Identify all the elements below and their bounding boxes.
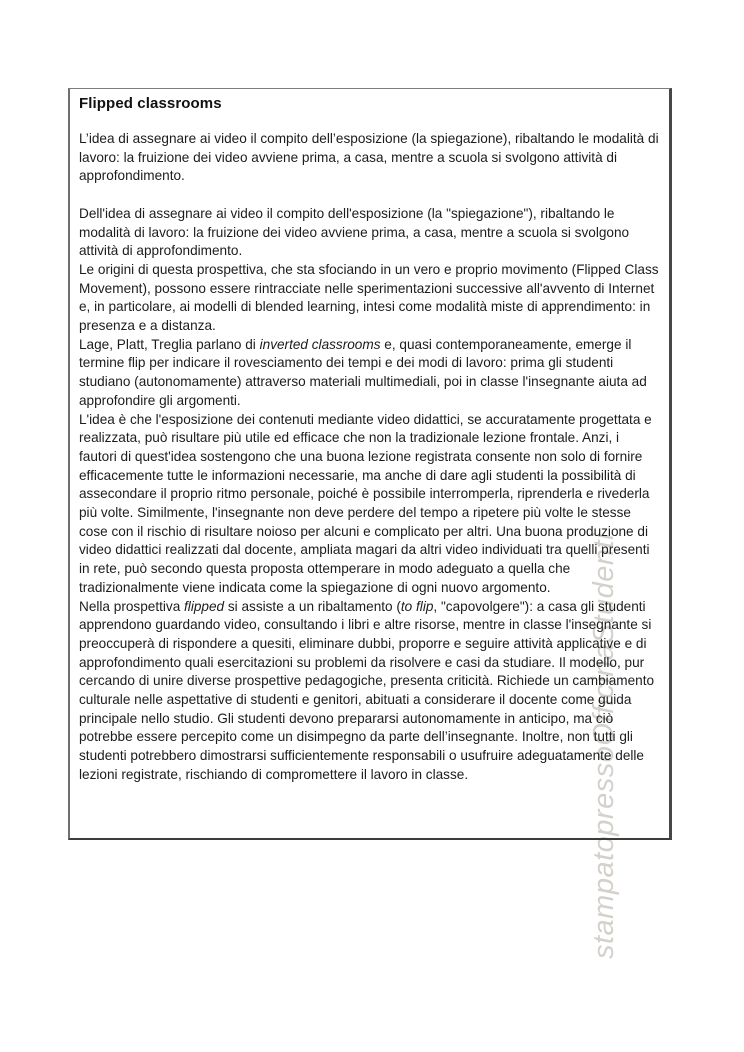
italic-text-run: flipped xyxy=(184,598,225,614)
blank-line xyxy=(79,186,660,205)
paragraph xyxy=(79,411,660,598)
text-run: Lage, Platt, Treglia parlano di xyxy=(79,336,260,352)
paragraph xyxy=(79,598,660,785)
text-run: , "capovolgere"): a casa gli studenti apprendono guardando video, consultando i libri e altre risorse, mentre in classe l'insegnante si preoccuperà di rispondere a quesiti, eliminare dubbi, proporre e seguire attività applicative e di approfondimento quali esercitazioni su problemi da risolvere e casi da studiare. Il modello, pur cercando di unire diverse prospettive pedagogiche, presenta criticità. Richiede un cambiamento culturale nelle aspettative di studenti e genitori, abituati a considerare il docente come guida principale nello studio. Gli studenti devono prepararsi autonomamente in anticipo, ma ciò potrebbe essere percepito come un disimpegno da parte dell’insegnante. Inoltre, non tutti gli studenti potrebbero dimostrarsi sufficientemente responsabili o usufruire adeguatamente delle lezioni registrate, rischiando di compromettere il lavoro in classe. xyxy=(79,598,655,782)
text-run: Le origini di questa prospettiva, che sta sfociando in un vero e proprio movimento (Flipped Class Movement), possono essere rintracciate nelle sperimentazioni successive all'avvento di Internet e, in particolare, ai modelli di blended learning, intesi come modalità miste di apprendimento: in presenza e a distanza. xyxy=(79,261,659,334)
text-run: L’idea di assegnare ai video il compito dell’esposizione (la spiegazione), ribaltando le modalità di lavoro: la fruizione dei video avviene prima, a casa, mentre a scuola si svolgono attività di approfondimento. xyxy=(79,131,659,184)
document-paragraphs xyxy=(79,130,660,785)
italic-text-run: inverted classrooms xyxy=(259,336,381,352)
paragraph xyxy=(79,205,660,261)
text-run: e, quasi contemporaneamente, emerge il termine flip per indicare il rovesciamento dei tempi e dei modi di lavoro: prima gli studenti studiano (autonomamente) attraverso materiali multimediali, poi in classe l'insegnante aiuta ad approfondire gli argomenti. xyxy=(79,336,647,408)
italic-text-run: to flip xyxy=(400,598,434,614)
watermark-text: stampatopressoOfficinaStudenti xyxy=(588,532,620,959)
text-run: Dell'idea di assegnare ai video il compito dell'esposizione (la "spiegazione"), ribaltando le modalità di lavoro: la fruizione dei video avviene prima, a casa, mentre a scuola si svolgono attività di approfondimento. xyxy=(79,205,630,259)
text-run: L'idea è che l'esposizione dei contenuti mediante video didattici, se accuratamente progettata e realizzata, può risultare più utile ed efficace che non la tradizionale lezione frontale. Anzi, i fautori di quest'idea sostengono che una buona lezione registrata consente non solo di fornire efficacemente tutte le informazioni necessarie, ma anche di dare agli studenti la possibilità di assecondare il proprio ritmo personale, poiché è possibile interromperla, riprenderla e rivederla più volte. Similmente, l'insegnante non deve perdere del tempo a ripetere più volte le stesse cose con il rischio di risultare noioso per alcuni e complicato per altri. Una buona produzione di video didattici realizzati dal docente, ampliata magari da altri video individuati tra quelli presenti in rete, può secondo questa proposta ottemperare in modo adeguato a quella che tradizionalmente viene indicata come la spiegazione di ogni nuovo argomento. xyxy=(79,411,652,595)
paragraph xyxy=(79,130,660,186)
paragraph xyxy=(79,261,660,336)
document-title: Flipped classrooms xyxy=(79,95,222,112)
text-run: Nella prospettiva xyxy=(79,598,185,614)
paragraph xyxy=(79,336,660,411)
document-frame xyxy=(68,88,672,840)
text-run: si assiste a un ribaltamento ( xyxy=(224,598,401,614)
